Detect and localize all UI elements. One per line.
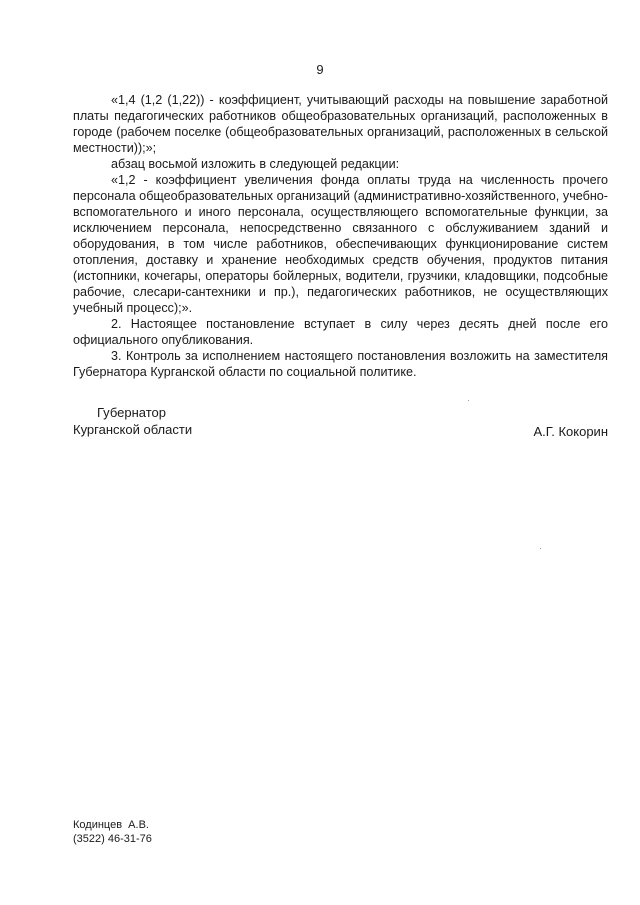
page-number: 9	[316, 62, 324, 77]
executor-name: Кодинцев А.В.	[73, 819, 149, 831]
document-body	[73, 92, 608, 380]
signature-block	[73, 404, 608, 438]
paragraph-amendment-intro: абзац восьмой изложить в следующей редакции:	[111, 157, 400, 171]
signatory-title-line-1: Губернатор	[97, 405, 166, 420]
executor-contact	[73, 818, 152, 846]
signatory-title-line-2: Курганской области	[73, 422, 193, 437]
scan-speck	[540, 548, 541, 549]
paragraph-coefficient-1-2: «1,2 - коэффициент увеличения фонда оплаты труда на численность прочего персонала общеобразовательных организаций (административно-хозяйственного, учебно-вспомогательного и иного персонала, осуществляющего вспомогательные функции, за исключением персонала, непосредственно связанного с обслуживанием зданий и оборудования, в том числе работников, обеспечивающих функционирование систем отопления, доставку и хранение необходимых средств обучения, продуктов питания (истопники, кочегары, операторы бойлерных, водители, грузчики, кладовщики, подсобные рабочие, слесари-сантехники и пр.), педагогических работников, не осуществляющих учебный процесс);».	[73, 173, 608, 315]
scan-speck	[468, 400, 469, 401]
paragraph-coefficient-1-4: «1,4 (1,2 (1,22)) - коэффициент, учитывающий расходы на повышение заработной платы педагогических работников общеобразовательных организаций, расположенных в городе (рабочем поселке (общеобразовательных организаций, расположенных в сельской местности));»;	[73, 93, 608, 155]
paragraph-effective-date: 2. Настоящее постановление вступает в силу через десять дней после его официального опубликования.	[73, 317, 608, 347]
signatory-name: А.Г. Кокорин	[533, 424, 608, 439]
paragraph-control: 3. Контроль за исполнением настоящего постановления возложить на заместителя Губернатора Курганской области по социальной политике.	[73, 349, 608, 379]
executor-phone: (3522) 46-31-76	[73, 833, 152, 845]
